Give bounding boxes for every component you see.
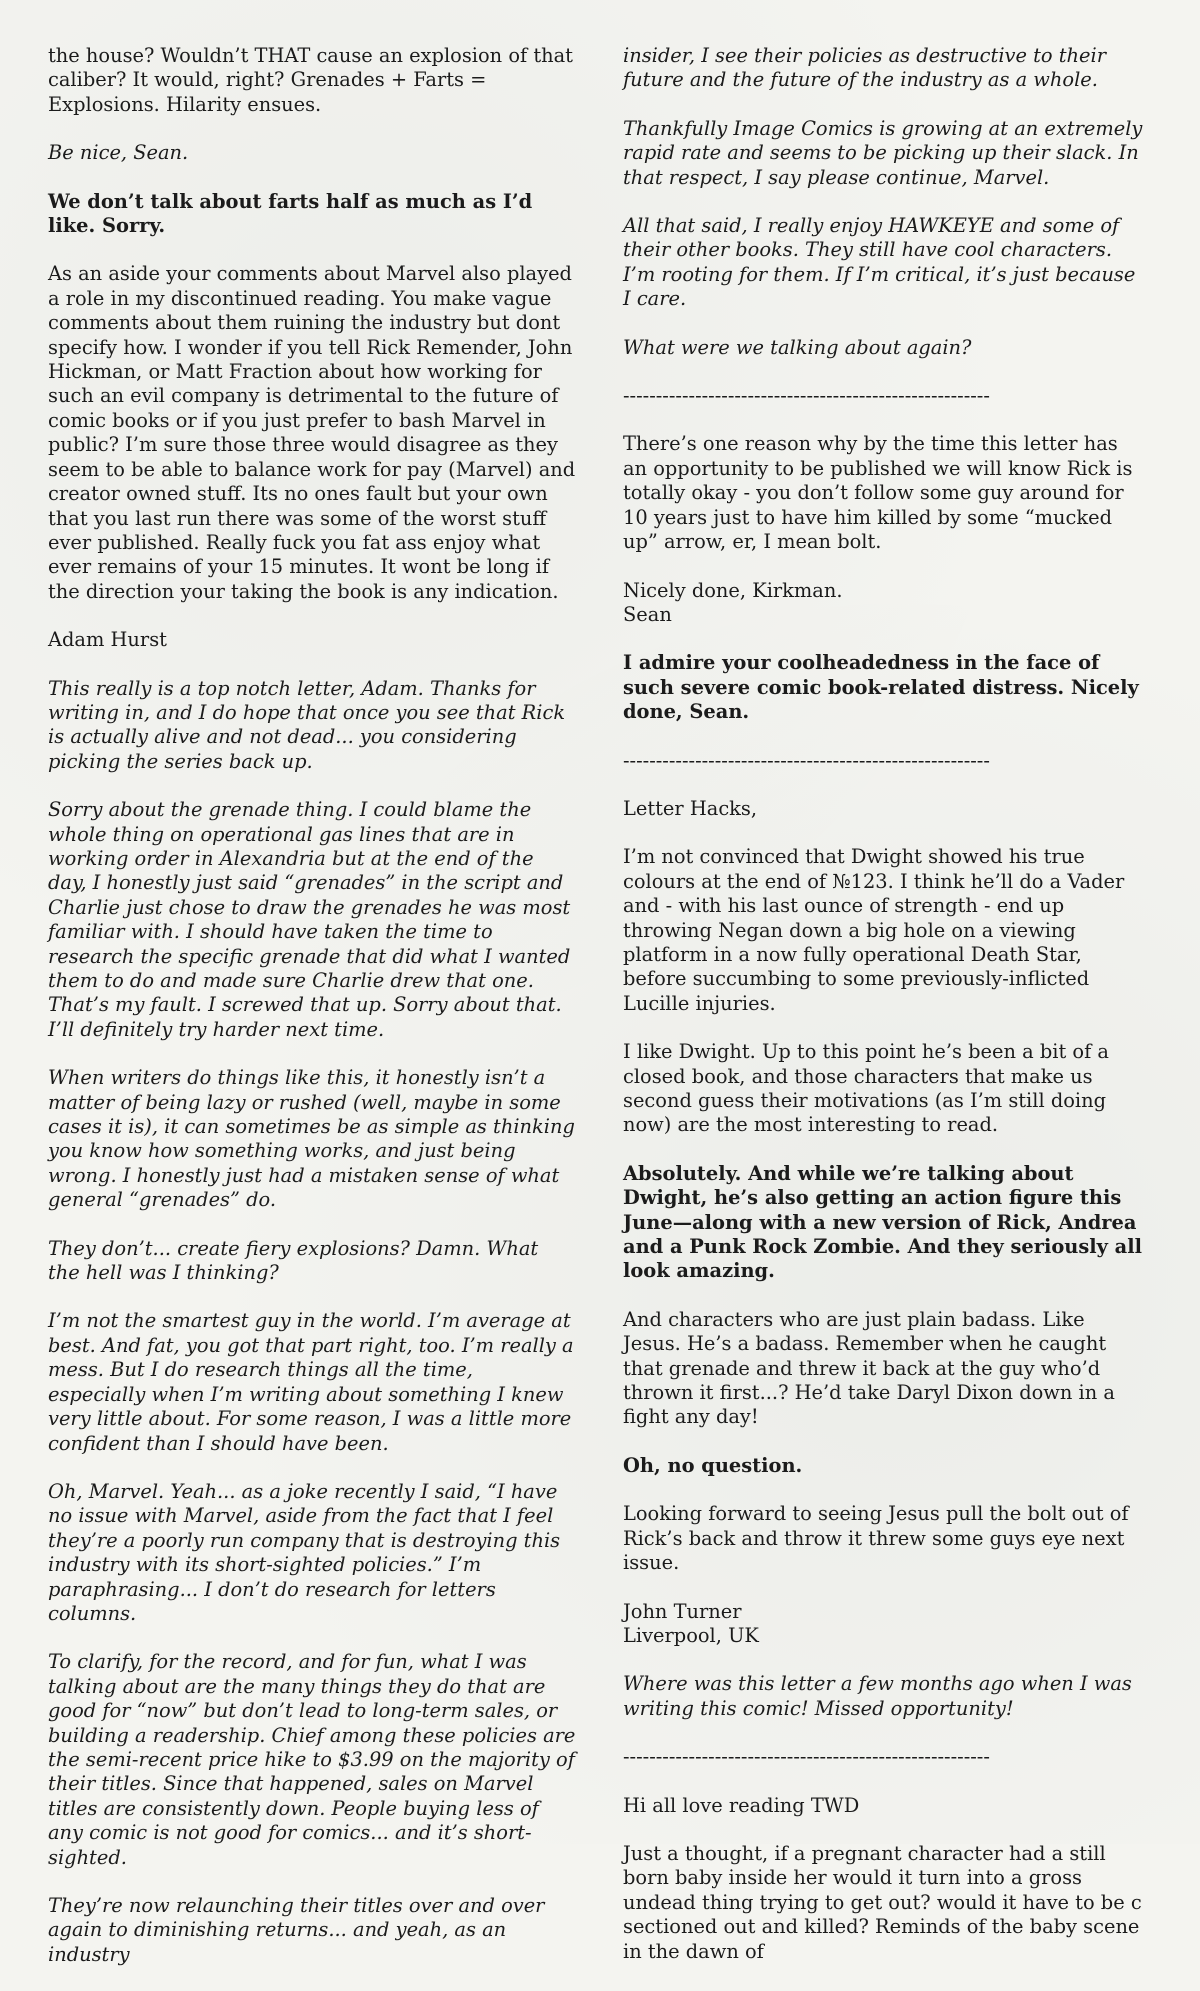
paragraph-l9: They don’t... create fiery explosions? Damn. What the hell was I thinking? [48, 1236, 539, 1285]
paragraph-r14: And characters who are just plain badass. Like Jesus. He’s a badass. Remember when he caught that grenade and threw it back at the guy who’d thrown it first...? He’d take Daryl Dixon down in a fight any day! [623, 1307, 1115, 1429]
paragraph-l11: Oh, Marvel. Yeah... as a joke recently I said, “I have no issue with Marvel, aside from the fact that I feel they’re a poorly run company that is destroying this industry with its short-sighted policies.” I’m paraphrasing... I don’t do research for letters columns. [48, 1479, 561, 1625]
paragraph-r3: All that said, I really enjoy HAWKEYE and some of their other books. They still have cool characters. I’m rooting for them. If I’m critical, it’s just because I care. [623, 214, 1136, 311]
paragraph-r6: There’s one reason why by the time this letter has an opportunity to be published we will know Rick is totally okay - you don’t follow some guy around for 10 years just to have him killed by some “mucked up” arrow, er, I mean bolt. [623, 432, 1133, 554]
right-column [623, 44, 1143, 1988]
paragraph-l12: To clarify, for the record, and for fun, what I was talking about are the many things they do that are good for “now” but don’t lead to long-term sales, or building a readership. Chief among these policies are the semi-recent price hike to $3.99 on the majority of their titles. Since that happened, sales on Marvel titles are consistently down. People buying less of any comic is not good for comics... and it’s short- sighted. [48, 1650, 576, 1869]
paragraph-r7 [623, 579, 1143, 628]
signature-line: Liverpool, UK [623, 1623, 759, 1647]
paragraph-r10: Letter Hacks, [623, 796, 758, 820]
paragraph-l8: When writers do things like this, it honestly isn’t a matter of being lazy or rushed (well, maybe in some cases it is), it can sometimes be as simple as thinking you know how something works, and just being wrong. I honestly just had a mistaken sense of what general “grenades” do. [48, 1066, 575, 1212]
paragraph-l1: the house? Wouldn’t THAT cause an explosion of that caliber? It would, right? Grenades + Farts = Explosions. Hilarity ensues. [48, 44, 573, 116]
paragraph-r17 [623, 1600, 1143, 1649]
paragraph-r18: Where was this letter a few months ago when I was writing this comic! Missed opportunity! [623, 1672, 1132, 1720]
paragraph-l2: Be nice, Sean. [48, 141, 189, 165]
left-column [48, 44, 576, 1991]
section-separator: -------------------------------------------------------- [623, 748, 990, 772]
paragraph-l3: We don’t talk about farts half as much as I’d like. Sorry. [48, 189, 533, 238]
paragraph-l7: Sorry about the grenade thing. I could blame the whole thing on operational gas lines that are in working order in Alexandria but at the end of the day, I honestly just said “grenades” in the script and Charlie just chose to draw the grenades he was most familiar with. I should have taken the time to research the specific grenade that did what I wanted them to do and made sure Charlie drew that one. That’s my fault. I screwed that up. Sorry about that. I’ll definitely try harder next time. [48, 798, 571, 1041]
signature-line: John Turner [623, 1599, 742, 1623]
paragraph-l13: They’re now relaunching their titles over and over again to diminishing returns... and yeah, as an industry [48, 1894, 545, 1966]
paragraph-r11: I’m not convinced that Dwight showed his true colours at the end of №123. I think he’ll do a Vader and - with his last ounce of strength - end up throwing Negan down a big hole on a viewing platform in a now fully operational Death Star, before succumbing to some previously-inflicted Lucille injuries. [623, 845, 1125, 1015]
paragraph-l5: Adam Hurst [48, 628, 167, 652]
paragraph-r1: insider, I see their policies as destructive to their future and the future of the industry as a whole. [623, 44, 1106, 92]
paragraph-r15: Oh, no question. [623, 1453, 803, 1477]
paragraph-r8: I admire your coolheadedness in the face of such severe comic book-related distress. Nicely done, Sean. [623, 651, 1139, 724]
paragraph-r4: What were we talking about again? [623, 335, 972, 359]
paragraph-r21: Just a thought, if a pregnant character had a still born baby inside her would it turn into a gross undead thing trying to get out? would it have to be c sectioned out and killed? Reminds of the baby scene in the dawn of [623, 1841, 1142, 1963]
signature-line: Nicely done, Kirkman. [623, 578, 843, 602]
paragraph-l6: This really is a top notch letter, Adam. Thanks for writing in, and I do hope that once you see that Rick is actually alive and not dead... you considering picking the series back up. [48, 676, 566, 773]
paragraph-r20: Hi all love reading TWD [623, 1793, 860, 1817]
section-separator: -------------------------------------------------------- [623, 1745, 990, 1769]
paragraph-l4: As an aside your comments about Marvel also played a role in my discontinued reading. You make vague comments about them ruining the industry but dont specify how. I wonder if you tell Rick Remender, John Hickman, or Matt Fraction about how working for such an evil company is detrimental to the future of comic books or if you just prefer to bash Marvel in public? I’m sure those three would disagree as they seem to be able to balance work for pay (Marvel) and creator owned stuff. Its no ones fault but your own that you last run there was some of the worst stuff ever published. Really fuck you fat ass enjoy what ever remains of your 15 minutes. It wont be long if the direction your taking the book is any indication. [48, 262, 576, 603]
signature-line: Sean [623, 602, 672, 626]
section-separator: -------------------------------------------------------- [623, 384, 990, 408]
paragraph-r2: Thankfully Image Comics is growing at an extremely rapid rate and seems to be picking up their slack. In that respect, I say please continue, Marvel. [623, 116, 1143, 189]
paragraph-r12: I like Dwight. Up to this point he’s been a bit of a closed book, and those characters that make us second guess their motivations (as I’m still doing now) are the most interesting to read. [623, 1040, 1109, 1137]
paragraph-l10: I’m not the smartest guy in the world. I’m average at best. And fat, you got that part right, too. I’m really a mess. But I do research things all the time, especially when I’m writing about something I knew very little about. For some reason, I was a little more confident than I should have been. [48, 1309, 574, 1455]
paragraph-r13: Absolutely. And while we’re talking about Dwight, he’s also getting an action figure this June—along with a new version of Rick, Andrea and a Punk Rock Zombie. And they seriously all look amazing. [623, 1161, 1142, 1283]
paragraph-r16: Looking forward to seeing Jesus pull the bolt out of Rick’s back and throw it threw some guys eye next issue. [623, 1502, 1129, 1575]
